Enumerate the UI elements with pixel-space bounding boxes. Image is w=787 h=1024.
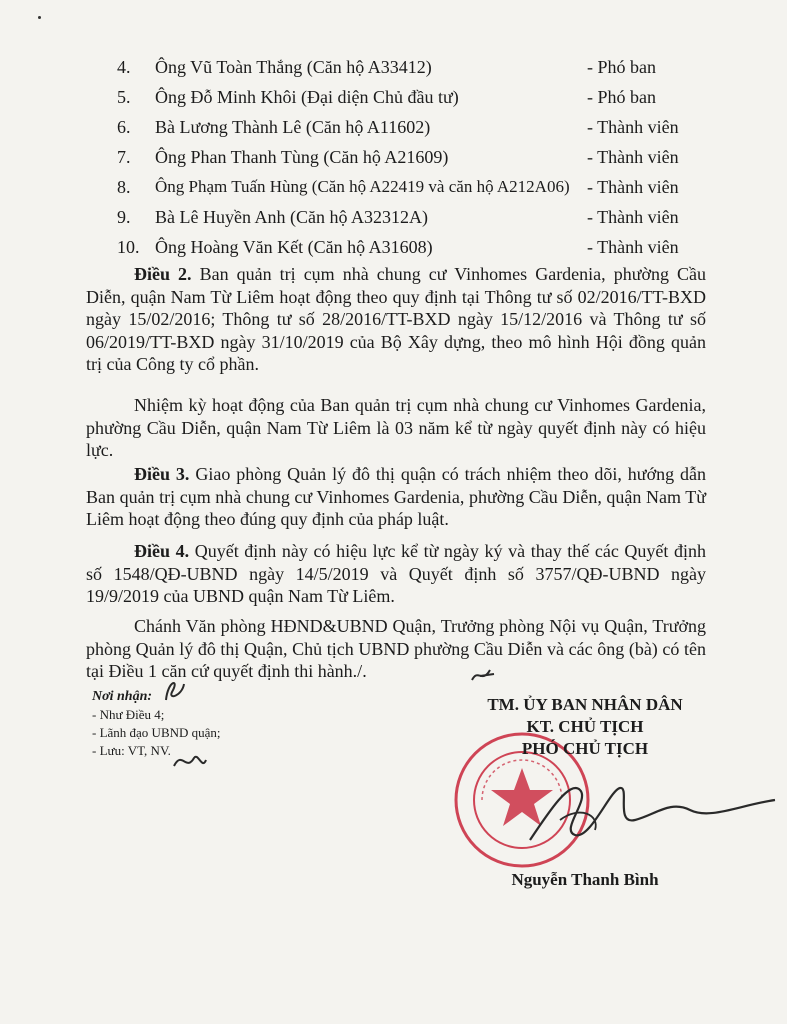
member-row <box>117 232 697 262</box>
signature-title-line2: KT. CHỦ TỊCH <box>526 717 644 736</box>
member-row <box>117 112 697 142</box>
member-row <box>117 52 697 82</box>
member-role: - Thành viên <box>587 147 679 167</box>
member-row <box>117 142 697 172</box>
member-number: 10. <box>117 237 140 257</box>
member-name: Ông Đỗ Minh Khôi (Đại diện Chủ đầu tư) <box>155 87 459 107</box>
article-2-label: Điều 2. <box>134 264 192 284</box>
signature-block <box>450 694 720 760</box>
recipient-item: - Như Điều 4; <box>92 707 165 722</box>
member-role: - Thành viên <box>587 117 679 137</box>
scan-speck <box>38 16 41 19</box>
article-4-text: Quyết định này có hiệu lực kể từ ngày ký và thay thế các Quyết định số 1548/QĐ-UBND ngày 14/5/2019 và Quyết định số 3757/QĐ-UBND ngày 19/9/2019 của UBND quận Nam Từ Liêm. <box>86 541 707 606</box>
term-text: Nhiệm kỳ hoạt động của Ban quản trị cụm nhà chung cư Vinhomes Gardenia, phường Cầu Diễn, quận Nam Từ Liêm là 03 năm kể từ ngày quyết định này có hiệu lực. <box>86 395 706 460</box>
member-name: Ông Hoàng Văn Kết (Căn hộ A31608) <box>155 237 433 257</box>
member-row <box>117 172 697 202</box>
member-role: - Phó ban <box>587 87 656 107</box>
article-4-paragraph <box>86 540 706 608</box>
initial-mark <box>468 662 498 688</box>
signer-name: Nguyễn Thanh Bình <box>511 870 659 889</box>
signature-title-line3: PHÓ CHỦ TỊCH <box>521 739 649 758</box>
article-3-paragraph <box>86 463 706 531</box>
member-name: Ông Phan Thanh Tùng (Căn hộ A21609) <box>155 147 449 167</box>
member-list <box>117 52 697 262</box>
member-name: Bà Lê Huyền Anh (Căn hộ A32312A) <box>155 207 428 227</box>
initial-mark <box>170 748 210 774</box>
member-number: 9. <box>117 207 131 227</box>
member-number: 7. <box>117 147 131 167</box>
member-name: Ông Phạm Tuấn Hùng (Căn hộ A22419 và căn hộ A212A06) <box>155 177 570 196</box>
recipient-item: - Lãnh đạo UBND quận; <box>92 725 221 740</box>
initial-mark <box>160 670 190 706</box>
member-name: Bà Lương Thành Lê (Căn hộ A11602) <box>155 117 431 137</box>
recipient-item: - Lưu: VT, NV. <box>92 743 171 758</box>
article-3-label: Điều 3. <box>134 464 190 484</box>
member-number: 8. <box>117 177 131 197</box>
member-role: - Phó ban <box>587 57 656 77</box>
article-2-paragraph <box>86 263 706 376</box>
member-number: 6. <box>117 117 131 137</box>
member-name: Ông Vũ Toàn Thắng (Căn hộ A33412) <box>155 57 432 77</box>
handwritten-signature <box>520 770 780 850</box>
member-role: - Thành viên <box>587 237 679 257</box>
recipients-heading: Nơi nhận: <box>92 689 153 704</box>
term-paragraph <box>86 394 706 462</box>
article-3-text: Giao phòng Quản lý đô thị quận có trách nhiệm theo dõi, hướng dẫn Ban quản trị cụm nhà chung cư Vinhomes Gardenia, phường Cầu Diễn, quận Nam Từ Liêm hoạt động theo đúng quy định của pháp luật. <box>86 464 706 529</box>
member-row <box>117 202 697 232</box>
article-4-label: Điều 4. <box>134 541 190 561</box>
member-role: - Thành viên <box>587 177 679 197</box>
member-number: 4. <box>117 57 131 77</box>
member-row <box>117 82 697 112</box>
execution-text: Chánh Văn phòng HĐND&UBND Quận, Trưởng phòng Nội vụ Quận, Trưởng phòng Quản lý đô thị Quận, Chủ tịch UBND phường Cầu Diễn và các ông (bà) có tên tại Điều 1 căn cứ quyết định thi hành./. <box>86 616 706 681</box>
signature-title-line1: TM. ỦY BAN NHÂN DÂN <box>487 695 683 714</box>
member-number: 5. <box>117 87 131 107</box>
member-role: - Thành viên <box>587 207 679 227</box>
article-2-text: Ban quản trị cụm nhà chung cư Vinhomes Gardenia, phường Cầu Diễn, quận Nam Từ Liêm hoạt động theo quy định tại Thông tư số 02/2016/TT-BXD ngày 15/02/2016; Thông tư số 28/2016/TT-BXD ngày 15/12/2016 và Thông tư số 06/2019/TT-BXD ngày 31/10/2019 của Bộ Xây dựng, theo mô hình Hội đồng quản trị của Công ty cổ phần. <box>86 264 707 374</box>
